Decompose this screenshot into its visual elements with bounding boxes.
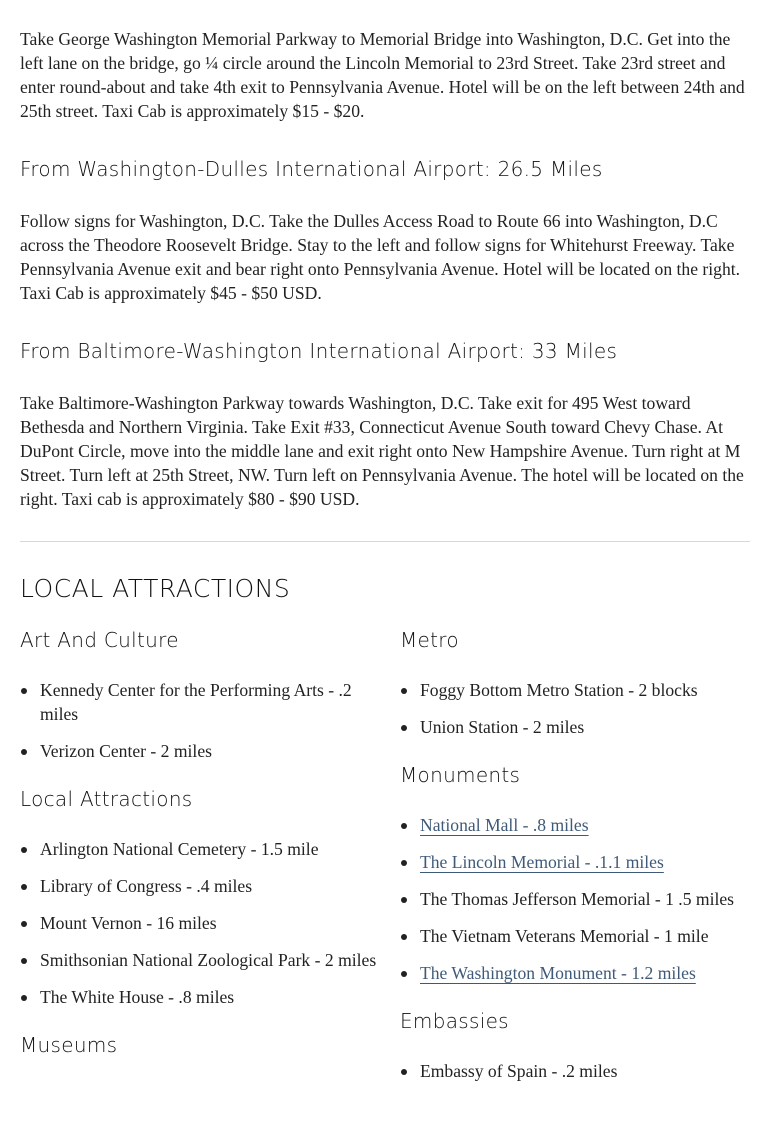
reagan-directions-text: Take George Washington Memorial Parkway to Memorial Bridge into Washington, D.C. Get into the left lane on the bridge, go ¼ circle around the Lincoln Memorial to 23rd Street. Take 23rd street and enter round-about and take 4th exit to Pennsylvania Avenue. Hotel will be on the left between 24th and 25th street. Taxi Cab is approximately $15 - $20. [20,29,745,121]
embassies-list [400,1059,750,1083]
bwi-directions-heading: From Baltimore-Washington International Airport: 33 Miles [20,339,618,363]
list-item [400,961,750,985]
list-item: Union Station - 2 miles [400,715,750,739]
list-item: Verizon Center - 2 miles [20,739,400,763]
section-divider [20,541,750,542]
attractions-left-column [20,626,400,1096]
national-mall-link[interactable]: National Mall - .8 miles [420,815,589,835]
attractions-columns [20,626,750,1096]
list-item: The Thomas Jefferson Memorial - 1 .5 miles [400,887,750,911]
local-attractions-list [20,837,400,1009]
list-item: Kennedy Center for the Performing Arts - .2 miles [20,678,400,726]
monuments-heading: Monuments [400,763,521,787]
bwi-directions-text: Take Baltimore-Washington Parkway towards Washington, D.C. Take exit for 495 West toward Bethesda and Northern Virginia. Take Exit #33, Connecticut Avenue South toward Chevy Chase. At DuPont Circle, move into the middle lane and exit right onto New Hampshire Avenue. Turn right at M Street. Turn left at 25th Street, NW. Turn left on Pennsylvania Avenue. The hotel will be located on the right. Taxi cab is approximately $80 - $90 USD. [20,393,744,509]
dulles-directions-text: Follow signs for Washington, D.C. Take the Dulles Access Road to Route 66 into Washington, D.C across the Theodore Roosevelt Bridge. Stay to the left and follow signs for Whitehurst Freeway. Take Pennsylvania Avenue exit and bear right onto Pennsylvania Avenue. Hotel will be located on the right. Taxi Cab is approximately $45 - $50 USD. [20,211,741,303]
list-item: Smithsonian National Zoological Park - 2 miles [20,948,400,972]
page-content [20,0,750,1096]
washington-monument-link[interactable]: The Washington Monument - 1.2 miles [420,963,696,983]
embassies-heading: Embassies [400,1009,509,1033]
metro-list [400,678,750,739]
attractions-right-column [400,626,750,1096]
local-attractions-title: LOCAL ATTRACTIONS [20,574,291,603]
metro-heading: Metro [400,628,459,652]
art-and-culture-heading: Art And Culture [20,628,179,652]
lincoln-memorial-link[interactable]: The Lincoln Memorial - .1.1 miles [420,852,664,872]
list-item [400,850,750,874]
museums-heading: Museums [20,1033,118,1057]
list-item: Foggy Bottom Metro Station - 2 blocks [400,678,750,702]
art-and-culture-list [20,678,400,763]
list-item: The Vietnam Veterans Memorial - 1 mile [400,924,750,948]
list-item [400,813,750,837]
local-attractions-heading: Local Attractions [20,787,193,811]
list-item: Library of Congress - .4 miles [20,874,400,898]
monuments-list [400,813,750,985]
reagan-directions-heading [20,0,750,1]
list-item: Embassy of Spain - .2 miles [400,1059,750,1083]
list-item: The White House - .8 miles [20,985,400,1009]
list-item: Mount Vernon - 16 miles [20,911,400,935]
dulles-directions-heading: From Washington-Dulles International Airport: 26.5 Miles [20,157,603,181]
list-item: Arlington National Cemetery - 1.5 mile [20,837,400,861]
